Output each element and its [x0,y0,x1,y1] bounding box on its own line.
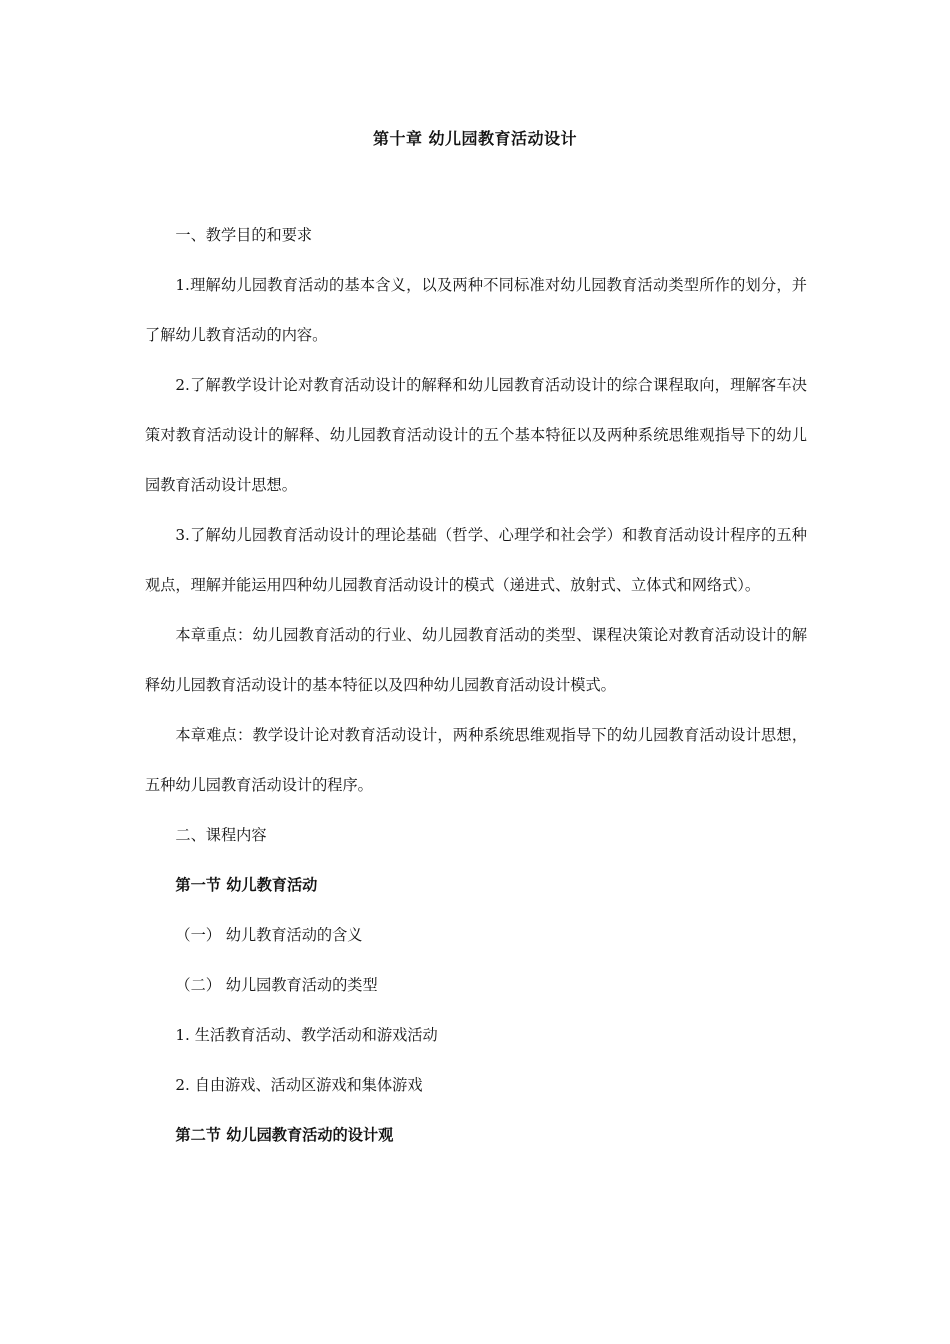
section-1-heading: 第一节 幼儿教育活动 [175,876,318,894]
subsection-1-1: （一） 幼儿教育活动的含义 [175,926,363,944]
list-item-1: 1. 生活教育活动、教学活动和游戏活动 [175,1026,438,1044]
section-heading-objectives: 一、教学目的和要求 [175,226,313,244]
chapter-title: 第十章 幼儿园教育活动设计 [372,129,578,148]
chapter-difficult-points: 本章难点：教学设计论对教育活动设计，两种系统思维观指导下的幼儿园教育活动设计思想，五种幼儿园教育活动设计的程序。 [145,726,807,794]
section-2-heading: 第二节 幼儿园教育活动的设计观 [175,1126,394,1144]
objective-item-2: 2.了解教学设计论对教育活动设计的解释和幼儿园教育活动设计的综合课程取向，理解客车决策对教育活动设计的解释、幼儿园教育活动设计的五个基本特征以及两种系统思维观指导下的幼儿园教育活动设计思想。 [145,376,807,494]
document-body [145,210,807,1160]
section-heading-course-content: 二、课程内容 [175,826,267,844]
list-item-2: 2. 自由游戏、活动区游戏和集体游戏 [175,1076,423,1094]
objective-item-1: 1.理解幼儿园教育活动的基本含义，以及两种不同标准对幼儿园教育活动类型所作的划分，并了解幼儿教育活动的内容。 [145,276,807,344]
objective-item-3: 3.了解幼儿园教育活动设计的理论基础（哲学、心理学和社会学）和教育活动设计程序的五种观点，理解并能运用四种幼儿园教育活动设计的模式（递进式、放射式、立体式和网络式）。 [145,526,807,594]
subsection-1-2: （二） 幼儿园教育活动的类型 [175,976,378,994]
chapter-key-points: 本章重点：幼儿园教育活动的行业、幼儿园教育活动的类型、课程决策论对教育活动设计的解释幼儿园教育活动设计的基本特征以及四种幼儿园教育活动设计模式。 [145,626,807,694]
